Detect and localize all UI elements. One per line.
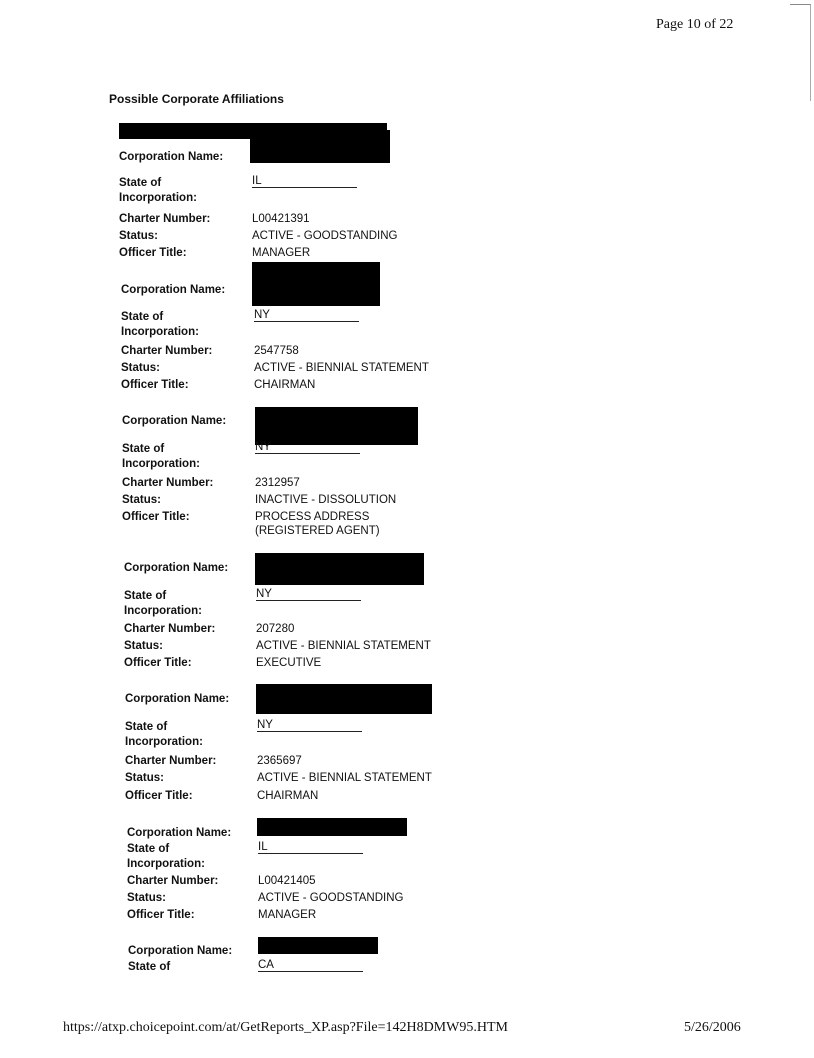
footer-date: 5/26/2006 xyxy=(684,1020,741,1035)
status-label: Status: xyxy=(121,362,160,374)
state-value: CA xyxy=(258,959,274,971)
value-underline xyxy=(256,600,361,601)
value-underline xyxy=(258,971,363,972)
officer-title-label: Officer Title: xyxy=(124,657,192,669)
state-of-label: State of xyxy=(119,177,162,189)
page-edge-mark xyxy=(790,4,811,101)
officer-title-label: Officer Title: xyxy=(119,247,187,259)
state-value: IL xyxy=(258,841,268,853)
value-underline xyxy=(252,187,357,188)
state-of-label: State of xyxy=(122,443,165,455)
corporation-name-label: Corporation Name: xyxy=(122,415,227,427)
corporation-name-label: Corporation Name: xyxy=(121,284,226,296)
redacted-corporation-name xyxy=(255,407,418,445)
state-value: IL xyxy=(252,175,262,187)
charter-number-label: Charter Number: xyxy=(119,213,211,225)
officer-title-value: MANAGER xyxy=(258,909,317,921)
value-underline xyxy=(255,453,360,454)
state-value: NY xyxy=(255,441,271,453)
status-value: ACTIVE - BIENNIAL STATEMENT xyxy=(254,362,429,374)
state-value: NY xyxy=(257,719,273,731)
redacted-corporation-name xyxy=(258,937,378,954)
charter-number-label: Charter Number: xyxy=(121,345,213,357)
state-value: NY xyxy=(256,588,272,600)
status-label: Status: xyxy=(127,892,166,904)
charter-number-value: 207280 xyxy=(256,623,295,635)
incorporation-label: Incorporation: xyxy=(121,326,199,338)
officer-title-value: EXECUTIVE xyxy=(256,657,322,669)
officer-title-label: Officer Title: xyxy=(127,909,195,921)
status-label: Status: xyxy=(119,230,158,242)
incorporation-label: Incorporation: xyxy=(119,192,197,204)
charter-number-value: L00421391 xyxy=(252,213,310,225)
status-value: ACTIVE - BIENNIAL STATEMENT xyxy=(257,772,432,784)
status-value: ACTIVE - GOODSTANDING xyxy=(258,892,404,904)
incorporation-label: Incorporation: xyxy=(127,858,205,870)
officer-title-label: Officer Title: xyxy=(125,790,193,802)
status-value: INACTIVE - DISSOLUTION xyxy=(255,494,397,506)
charter-number-label: Charter Number: xyxy=(122,477,214,489)
status-label: Status: xyxy=(122,494,161,506)
state-of-label: State of xyxy=(125,721,168,733)
charter-number-label: Charter Number: xyxy=(125,755,217,767)
value-underline xyxy=(258,853,363,854)
incorporation-label: Incorporation: xyxy=(122,458,200,470)
corporation-name-label: Corporation Name: xyxy=(125,693,230,705)
incorporation-label: Incorporation: xyxy=(124,605,202,617)
officer-title-value: PROCESS ADDRESS (REGISTERED AGENT) xyxy=(255,511,380,537)
status-value: ACTIVE - BIENNIAL STATEMENT xyxy=(256,640,431,652)
corporation-name-label: Corporation Name: xyxy=(119,151,224,163)
section-title: Possible Corporate Affiliations xyxy=(109,92,284,106)
redacted-corporation-name xyxy=(250,130,390,163)
corporation-name-label: Corporation Name: xyxy=(124,562,229,574)
status-value: ACTIVE - GOODSTANDING xyxy=(252,230,398,242)
status-label: Status: xyxy=(124,640,163,652)
corporation-name-label: Corporation Name: xyxy=(127,827,232,839)
charter-number-value: 2365697 xyxy=(257,755,302,767)
officer-title-value: CHAIRMAN xyxy=(254,379,316,391)
officer-title-label: Officer Title: xyxy=(122,511,190,523)
incorporation-label: Incorporation: xyxy=(125,736,203,748)
charter-number-label: Charter Number: xyxy=(127,875,219,887)
status-label: Status: xyxy=(125,772,164,784)
officer-title-label: Officer Title: xyxy=(121,379,189,391)
page-number: Page 10 of 22 xyxy=(656,17,734,32)
state-of-label: State of xyxy=(124,590,167,602)
state-of-label: State of xyxy=(121,311,164,323)
state-of-label: State of xyxy=(128,961,171,973)
officer-title-value: CHAIRMAN xyxy=(257,790,319,802)
value-underline xyxy=(254,321,359,322)
value-underline xyxy=(257,731,362,732)
corporation-name-label: Corporation Name: xyxy=(128,945,233,957)
charter-number-value: 2312957 xyxy=(255,477,300,489)
redacted-corporation-name xyxy=(256,684,432,714)
footer-url[interactable]: https://atxp.choicepoint.com/at/GetReports_XP.asp?File=142H8DMW95.HTM xyxy=(63,1020,508,1035)
officer-title-value: MANAGER xyxy=(252,247,311,259)
charter-number-label: Charter Number: xyxy=(124,623,216,635)
state-value: NY xyxy=(254,309,270,321)
redacted-corporation-name xyxy=(252,262,380,306)
redacted-corporation-name xyxy=(257,818,407,836)
redacted-corporation-name xyxy=(255,553,424,585)
charter-number-value: 2547758 xyxy=(254,345,299,357)
state-of-label: State of xyxy=(127,843,170,855)
charter-number-value: L00421405 xyxy=(258,875,316,887)
